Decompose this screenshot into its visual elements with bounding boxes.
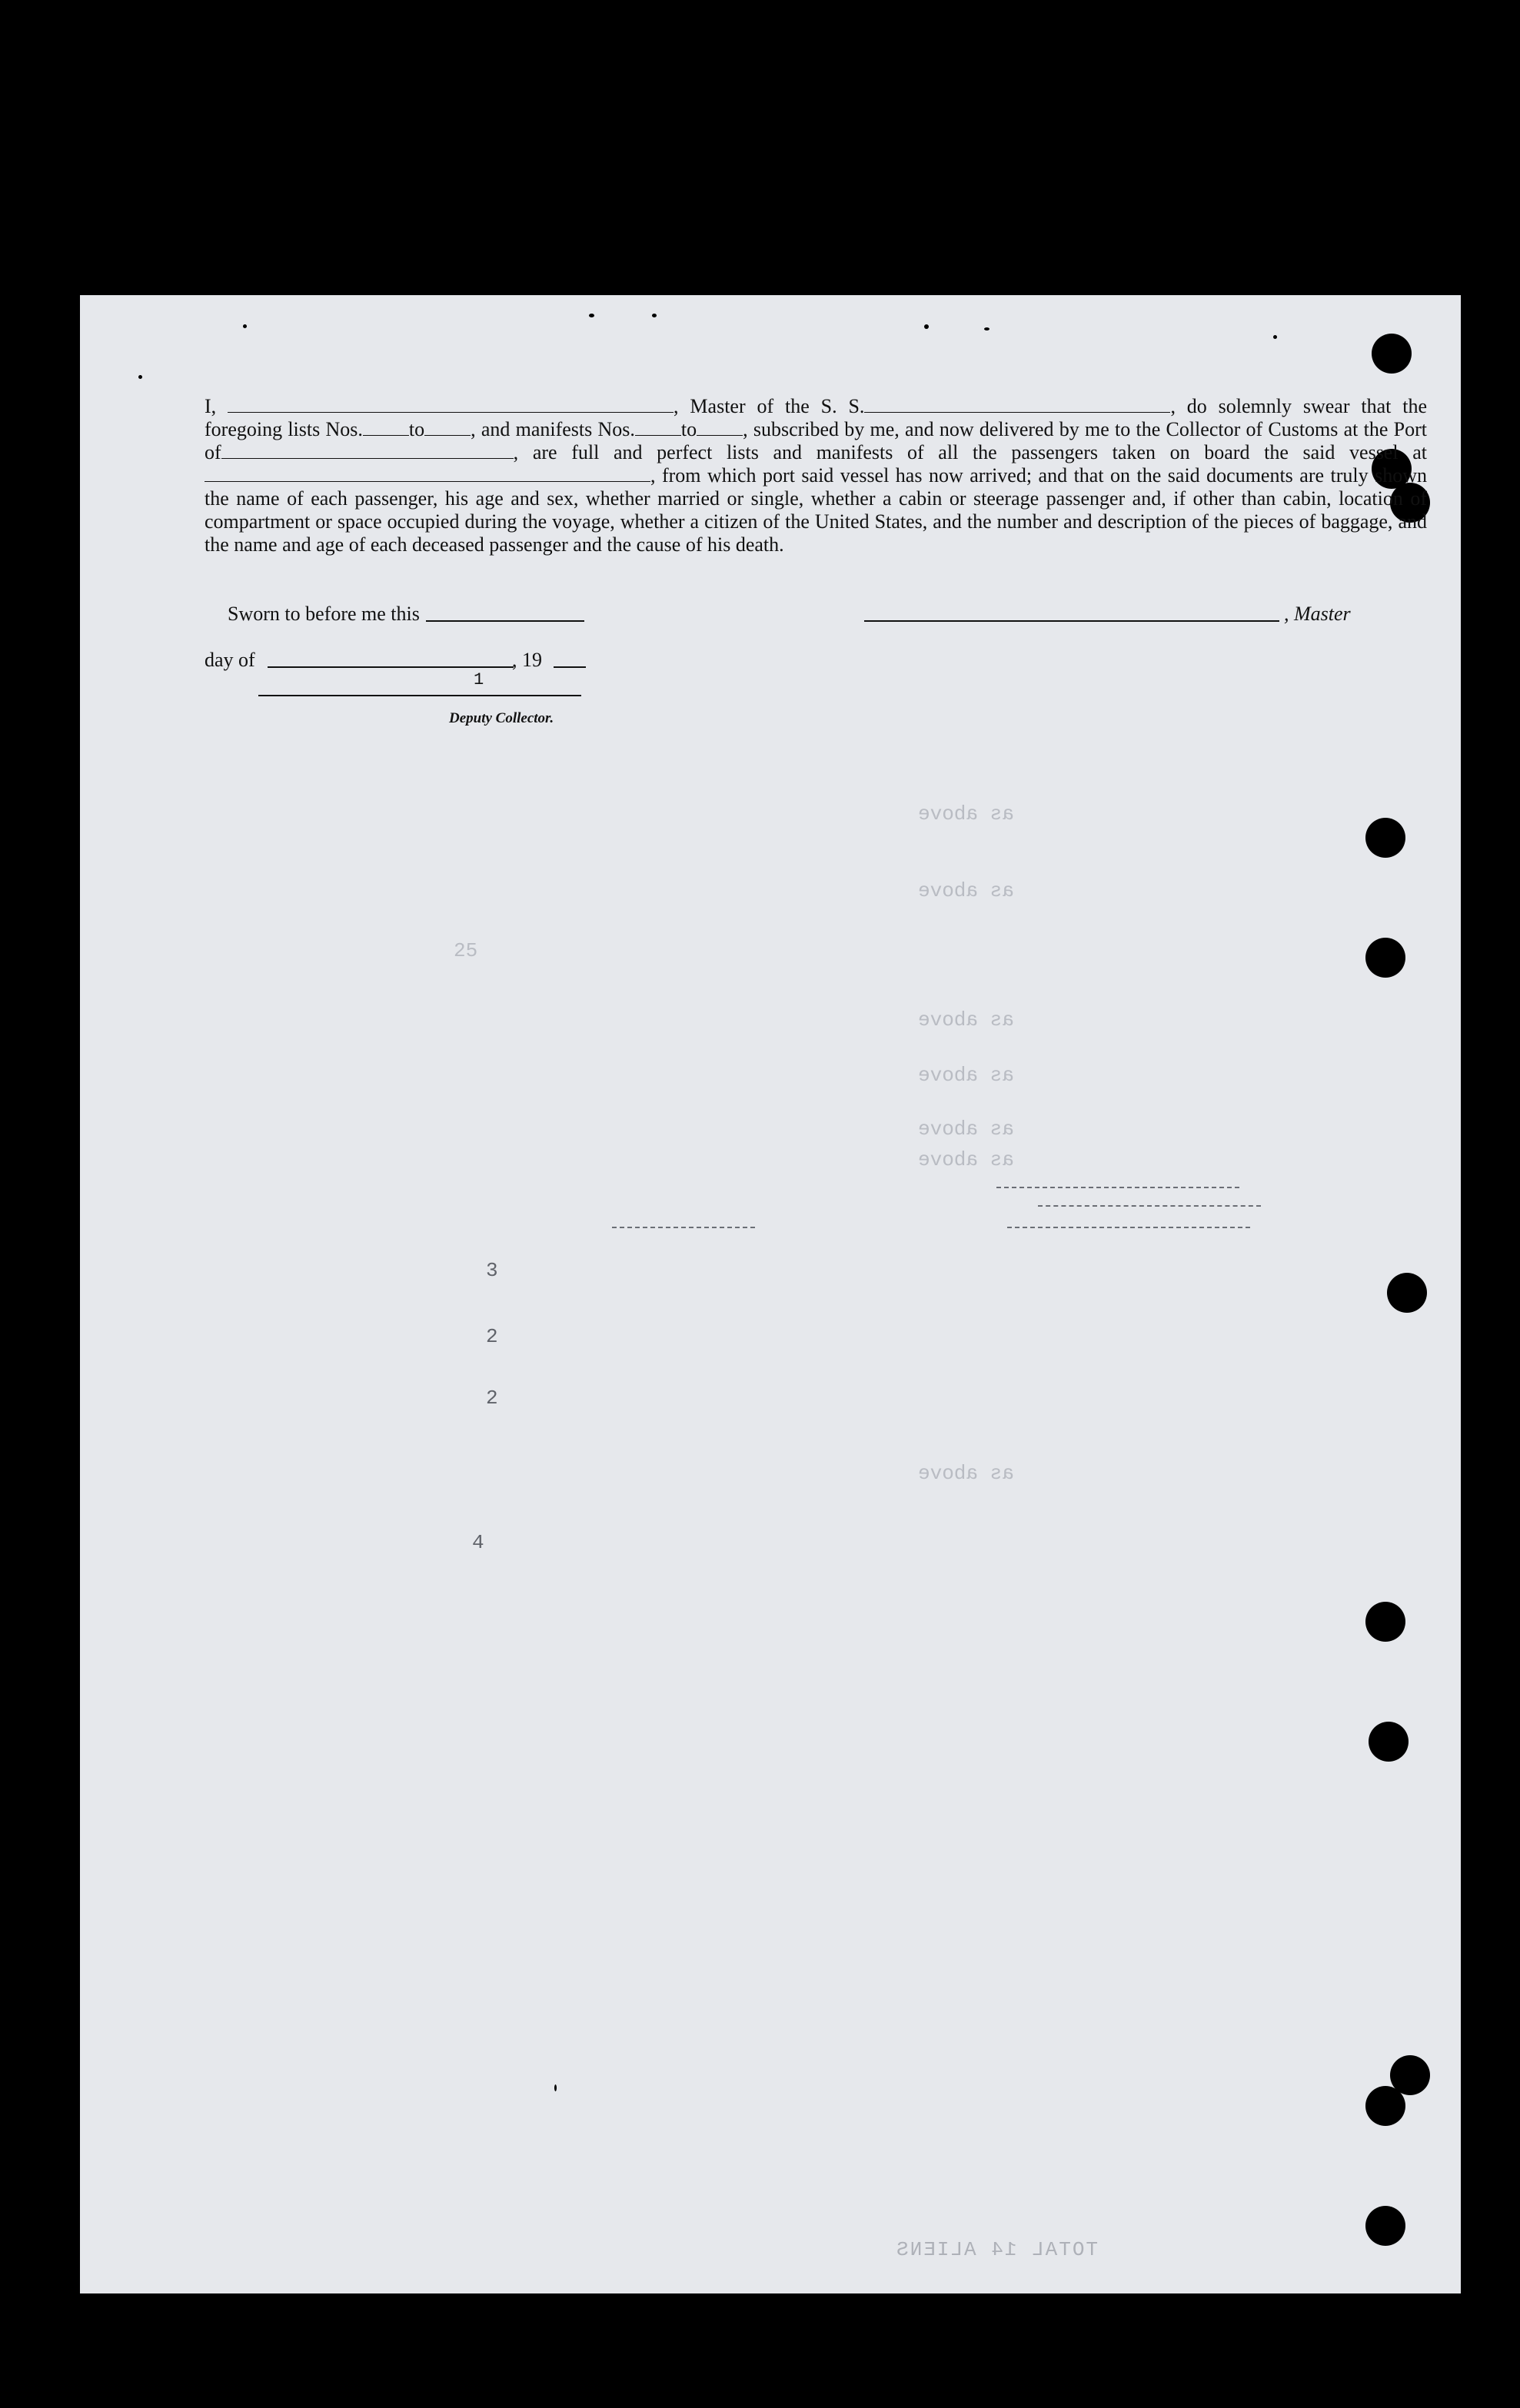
document-page <box>80 295 1461 2293</box>
oath-text: , are full and perfect lists and manifests of all the passengers taken on board the said vessel at <box>513 441 1427 463</box>
handwritten-mark: 1 <box>474 670 484 689</box>
oath-text: to <box>680 418 697 440</box>
deputy-collector-label: Deputy Collector. <box>449 710 554 726</box>
bleed-through-text: 2 <box>486 1325 498 1348</box>
manifest-to-blank <box>697 434 743 436</box>
punch-hole <box>1365 2206 1405 2246</box>
oath-text: to <box>408 418 425 440</box>
year-field <box>512 649 542 672</box>
month-blank <box>268 666 514 668</box>
punch-hole <box>1365 1602 1405 1642</box>
punch-hole <box>1387 1273 1427 1313</box>
ink-speck <box>1273 335 1277 339</box>
list-from-blank <box>363 434 409 436</box>
punch-hole <box>1372 334 1412 374</box>
day-of-line <box>205 649 255 672</box>
master-signature-line <box>864 620 1279 622</box>
year-prefix: , 19 <box>512 649 542 671</box>
bleed-through-text: as above <box>918 1118 1014 1141</box>
oath-text: , subscribed by me, and now delivered by me to the Collector of Customs at the Port of <box>205 418 1427 463</box>
bleed-through-text: as above <box>918 1462 1014 1485</box>
bleed-through-text: as above <box>918 802 1014 825</box>
year-blank <box>554 666 586 668</box>
ink-speck <box>924 324 929 329</box>
ink-speck <box>138 375 142 379</box>
manifest-from-blank <box>635 434 681 436</box>
sworn-date-blank <box>426 620 584 622</box>
ink-speck <box>243 324 247 328</box>
punch-hole <box>1365 938 1405 978</box>
oath-paragraph <box>205 395 1427 556</box>
bleed-through-text: as above <box>918 1148 1014 1171</box>
vessel-name-blank <box>864 411 1170 413</box>
bleed-through-text: 25 <box>454 939 478 962</box>
bleed-through-dash <box>1007 1227 1250 1228</box>
bleed-through-text: 3 <box>486 1259 498 1282</box>
sworn-label: Sworn to before me this <box>228 603 420 625</box>
punch-hole <box>1365 2086 1405 2126</box>
oath-text: I, <box>205 395 217 417</box>
list-to-blank <box>424 434 471 436</box>
bleed-through-text: 4 <box>472 1531 484 1554</box>
ink-speck <box>652 314 657 317</box>
punch-hole <box>1365 818 1405 858</box>
oath-text: , and manifests Nos. <box>471 418 635 440</box>
bleed-through-footer: TOTAL 14 ALIENS <box>895 2238 1099 2261</box>
oath-text: , Master of the S. S. <box>674 395 865 417</box>
port-blank <box>221 457 514 459</box>
oath-text: , from which port said vessel has now arrived; and that on the said documents are truly shown the name of each passenger, his age and sex, whether married or single, whether a cabin or steerage passenger and, if other than cabin, location of compartment or space occupied during the voyage, whether a citizen of the United States, and the number and description of the pieces of baggage, and the name and age of each deceased passenger and the cause of his death. <box>205 464 1427 556</box>
ink-speck <box>984 327 989 330</box>
punch-hole <box>1369 1722 1409 1762</box>
bleed-through-text: 2 <box>486 1387 498 1410</box>
ink-speck <box>554 2084 557 2091</box>
day-of-label: day of <box>205 649 255 671</box>
bleed-through-text: as above <box>918 1064 1014 1087</box>
master-label: , Master <box>1284 603 1351 625</box>
departure-port-blank <box>205 480 650 482</box>
bleed-through-dash <box>1038 1205 1261 1207</box>
bleed-through-text: as above <box>918 879 1014 902</box>
bleed-through-dash <box>996 1187 1239 1188</box>
deputy-signature-line <box>258 695 581 696</box>
ink-speck <box>589 314 594 317</box>
oath-text: , do solemnly swear that the foregoing lists Nos. <box>205 395 1427 440</box>
sworn-line <box>228 603 420 626</box>
bleed-through-text: as above <box>918 1008 1014 1031</box>
bleed-through-dash <box>612 1227 755 1228</box>
master-name-blank <box>228 411 674 413</box>
